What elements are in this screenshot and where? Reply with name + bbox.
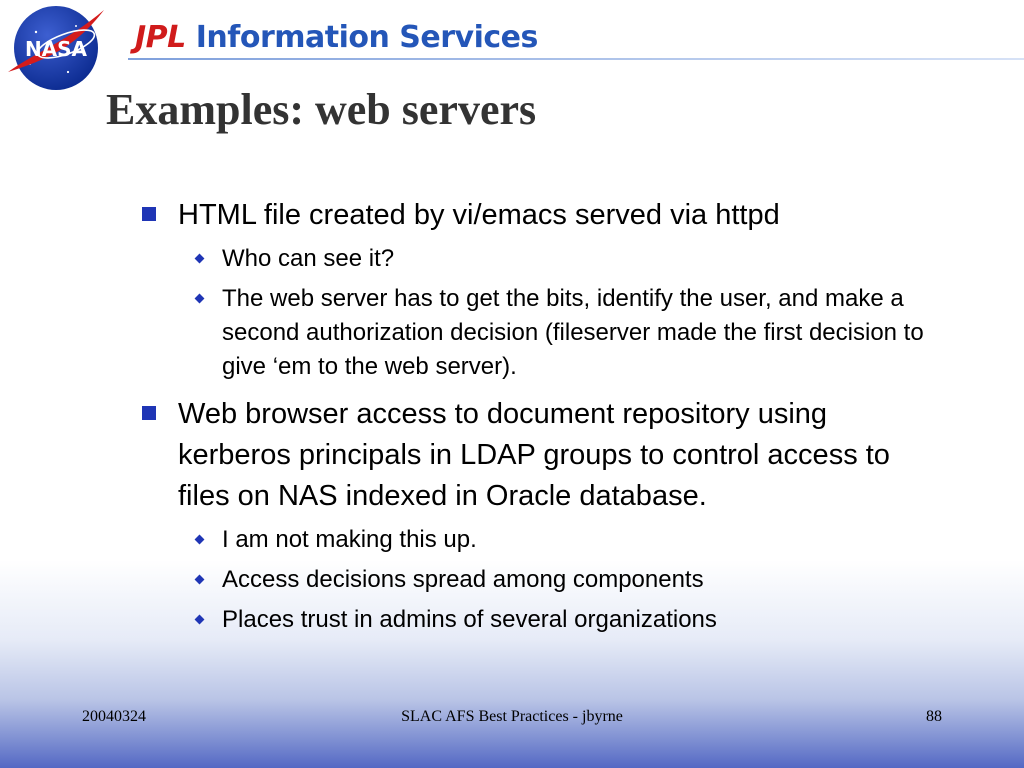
bullet-text: Web browser access to document repository using kerberos principals in LDAP groups to control access to files on NAS indexed in Oracle database. (178, 398, 890, 512)
diamond-bullet-icon (195, 615, 205, 625)
slide-content (140, 195, 940, 637)
diamond-bullet-icon (195, 575, 205, 585)
bullet-level2 (140, 523, 940, 557)
sub-bullet-text: The web server has to get the bits, identify the user, and make a second authorization decision (fileserver made the first decision to give ‘em to the web server). (222, 285, 924, 380)
jpl-information-services-banner (135, 20, 538, 56)
footer-date: 20040324 (82, 708, 146, 725)
square-bullet-icon (142, 406, 156, 420)
svg-text:NASA: NASA (24, 37, 88, 61)
sub-bullet-text: Places trust in admins of several organizations (222, 606, 717, 633)
bullet-level1 (140, 394, 940, 517)
bullet-level2 (140, 563, 940, 597)
slide-number: 88 (926, 708, 942, 725)
bullet-level2 (140, 603, 940, 637)
service-name: Information Services (195, 20, 538, 55)
header-divider (128, 58, 1024, 60)
footer-presentation-info: SLAC AFS Best Practices - jbyrne (401, 708, 623, 725)
sub-bullet-text: Access decisions spread among components (222, 566, 704, 593)
bullet-text: HTML file created by vi/emacs served via httpd (178, 199, 780, 231)
diamond-bullet-icon (195, 254, 205, 264)
nasa-logo (6, 2, 106, 92)
square-bullet-icon (142, 207, 156, 221)
jpl-mark: JPL (135, 20, 186, 55)
bullet-level2 (140, 282, 940, 384)
sub-bullet-text: Who can see it? (222, 245, 395, 272)
bullet-level2 (140, 242, 940, 276)
sub-bullet-text: I am not making this up. (222, 526, 477, 553)
slide-title: Examples: web servers (106, 85, 537, 134)
diamond-bullet-icon (195, 294, 205, 304)
diamond-bullet-icon (195, 535, 205, 545)
slide-footer (0, 708, 1024, 728)
bullet-level1 (140, 195, 940, 236)
